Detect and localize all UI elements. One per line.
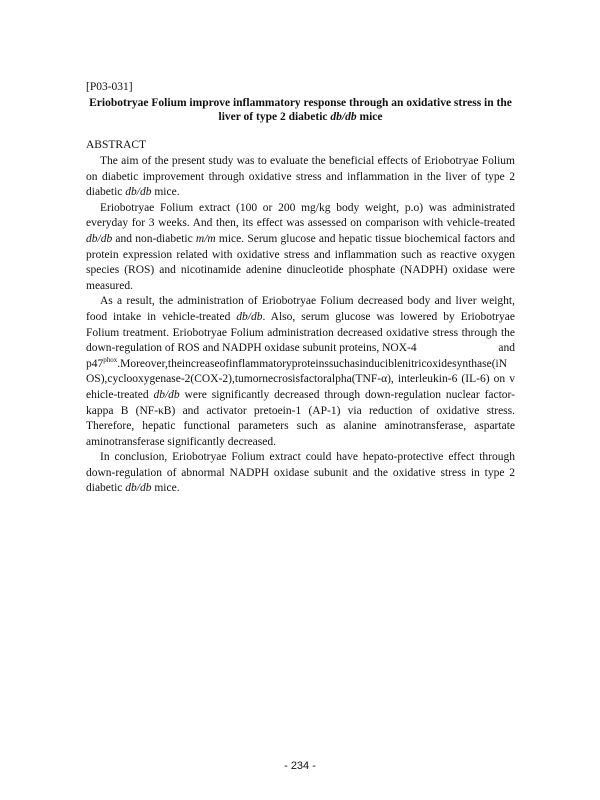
p2-italic-b: db/db xyxy=(86,232,113,245)
paragraph-results xyxy=(86,294,515,450)
p3-italic-b: db/db xyxy=(236,310,263,323)
title-line2-post: mice xyxy=(356,111,383,123)
abstract-page xyxy=(86,80,515,497)
p1-text-a: The aim of the present study was to evaluate the beneficial effects of Eriobotryae Folium on diabetic improvement through oxidative stress and inflammation in the liver of type 2 diabetic xyxy=(86,155,515,199)
p3-text-and: and xyxy=(498,342,515,355)
p2-italic-d: m/m xyxy=(195,232,216,245)
page-number: - 234 - xyxy=(284,760,316,772)
p4-text-a: In conclusion, Eriobotryae Folium extract could have hepato-protective effect through down-regulation of abnormal NADPH oxidase subunit and the oxidative stress in type 2 diabetic xyxy=(86,451,515,495)
p3-text-c: . Also, serum glucose was lowered by Eriobotryae Folium treatment. Eriobotryae Folium administration decreased oxidative stress through the down-regulation of ROS and NADPH oxidase subunit proteins, NOX-4 xyxy=(86,310,515,355)
p3-text-g: .Moreover,theincreaseofinflammatoryproteinssuchasinduciblenitricoxidesynthase(iNOS),cyclooxygenase-2(COX-2),tumornecrosisfactoralpha(TNF-α), interleukin-6 (IL-6) on vehicle-treated xyxy=(86,357,515,401)
p3-italic-h: db/db xyxy=(153,388,180,401)
p3-sup-phox: phox xyxy=(103,355,118,364)
p2-text-a: Eriobotryae Folium extract (100 or 200 mg/kg body weight, p.o) was administrated everyday for 3 weeks. And then, its effect was assessed on comparison with vehicle-treated xyxy=(86,201,515,230)
paragraph-aim xyxy=(86,154,515,201)
paragraph-conclusion xyxy=(86,450,515,497)
p1-italic: db/db xyxy=(125,186,152,199)
p4-italic: db/db xyxy=(125,482,152,495)
p2-text-c: and non-diabetic xyxy=(112,232,196,245)
p3-text-i: were significantly decreased through down-regulation nuclear factor-kappa B (NF-κB) and activator pretoein-1 (AP-1) via reduction of oxidative stress. Therefore, hepatic functional parameters such as alanine aminotransferase, aspartate aminotransferase significantly decreased. xyxy=(86,388,515,448)
p1-text-c: mice. xyxy=(151,186,180,199)
p3-text-p47: p47 xyxy=(86,357,104,370)
p4-text-c: mice. xyxy=(151,482,180,495)
title-line2-italic: db/db xyxy=(330,111,357,123)
paragraph-method xyxy=(86,201,515,295)
title-line2-pre: liver of type 2 diabetic xyxy=(218,111,331,123)
abstract-heading: ABSTRACT xyxy=(86,139,147,151)
p3-text-a: As a result, the administration of Eriobotryae Folium decreased body and liver weight, food intake in vehicle-treated xyxy=(86,295,515,323)
abstract-code: [P03-031] xyxy=(86,81,133,93)
abstract-title xyxy=(86,96,515,124)
title-line1: Eriobotryae Folium improve inflammatory response through an oxidative stress in the xyxy=(89,97,512,109)
p2-text-e: mice. Serum glucose and hepatic tissue biochemical factors and protein expression related with oxidative stress and inflammation such as reactive oxygen species (ROS) and nicotinamide adenine dinucleotide phosphate (NADPH) oxidase were measured. xyxy=(86,232,515,292)
